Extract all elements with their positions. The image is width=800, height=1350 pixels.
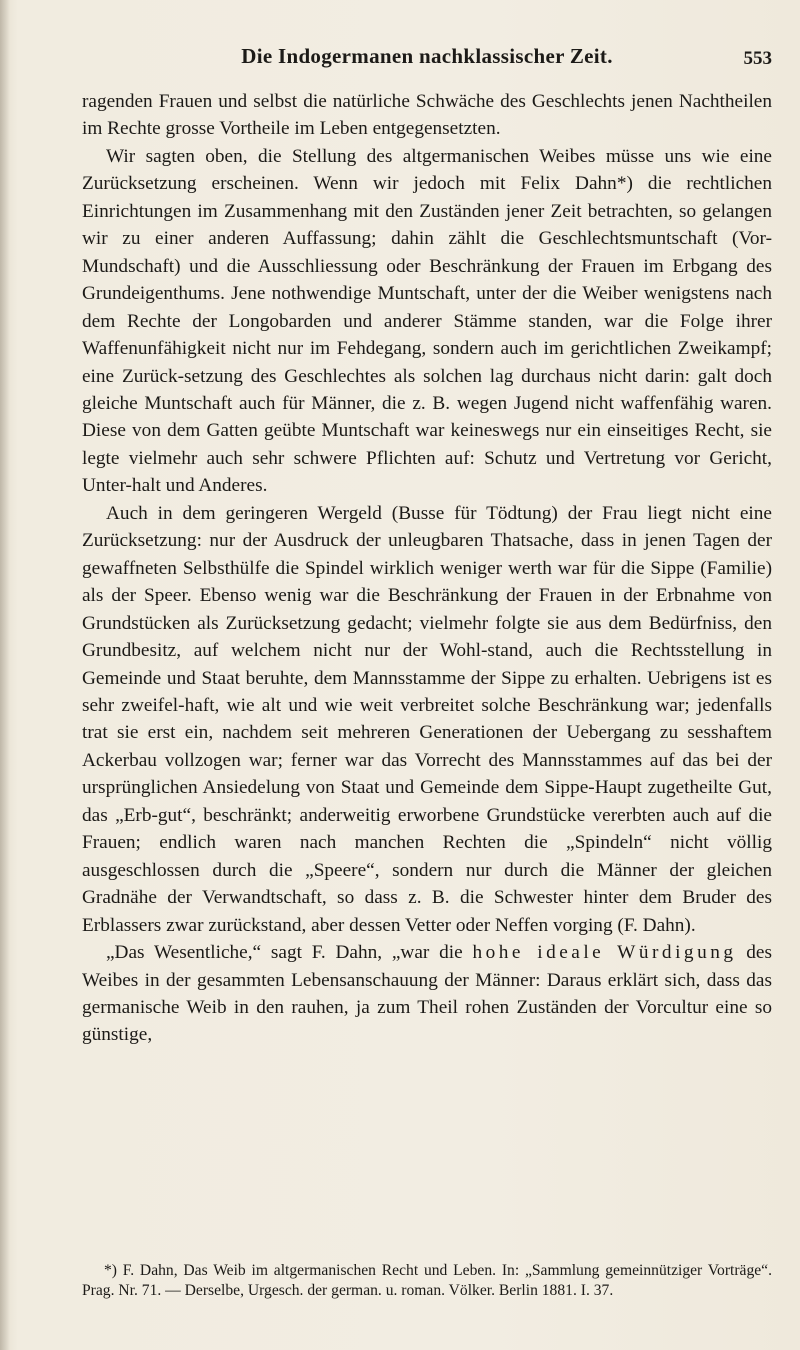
footnote (82, 1261, 772, 1300)
paragraph-3: Auch in dem geringeren Wergeld (Busse für Tödtung) der Frau liegt nicht eine Zurücksetzung: nur der Ausdruck der unleugbaren Thatsache, dass in jenen Tagen der gewaffneten Selbsthülfe die Spindel wirklich weniger werth war für die Sippe (Familie) als der Speer. Ebenso wenig war die Beschränkung der Frauen in der Erbnahme von Grundstücken als Zurücksetzung gedacht; vielmehr folgte sie aus dem Bedürfniss, den Grundbesitz, auf welchem nicht nur der Wohl-stand, auch die Rechtsstellung in Gemeinde und Staat beruhte, dem Mannsstamme der Sippe zu erhalten. Uebrigens ist es sehr zweifel-haft, wie alt und wie weit verbreitet solche Beschränkung war; jedenfalls trat sie erst ein, nachdem seit mehreren Generationen der Uebergang zu sesshaftem Ackerbau vollzogen war; ferner war das Vorrecht des Mannsstammes auf das bei der ursprünglichen Ansiedelung von Staat und Gemeinde dem Sippe-Haupt zugetheilte Gut, das „Erb-gut“, beschränkt; anderweitig erworbene Grundstücke vererbten auch auf die Frauen; endlich waren nach manchen Rechten die „Spindeln“ nicht völlig ausgeschlossen durch die „Speere“, sondern nur durch die Männer der gleichen Gradnähe der Verwandtschaft, so dass z. B. die Schwester hinter dem Bruder des Erblassers zwar zurückstand, aber dessen Vetter oder Neffen vorging (F. Dahn). (82, 502, 772, 936)
body-text (82, 88, 772, 1049)
paragraph-2: Wir sagten oben, die Stellung des altgermanischen Weibes müsse uns wie eine Zurücksetzung erscheinen. Wenn wir jedoch mit Felix Dahn*) die rechtlichen Einrichtungen im Zusammenhang mit den Zuständen jener Zeit betrachten, so gelangen wir zu einer anderen Auffassung; dahin zählt die Geschlechtsmuntschaft (Vor-Mundschaft) und die Ausschliessung oder Beschränkung der Frauen im Erbgang des Grundeigenthums. Jene nothwendige Muntschaft, unter der die Weiber wenigstens nach dem Rechte der Longobarden und anderer Stämme standen, war die Folge ihrer Waffenunfähigkeit nicht nur im Fehdegang, sondern auch im gerichtlichen Zweikampf; eine Zurück-setzung des Geschlechtes als solchen lag durchaus nicht darin: galt doch gleiche Muntschaft auch für Männer, die z. B. wegen Jugend nicht waffenfähig waren. Diese von dem Gatten geübte Muntschaft war keineswegs nur ein einseitiges Recht, sie legte vielmehr auch sehr schwere Pflichten auf: Schutz und Vertretung vor Gericht, Unter-halt und Anderes. (82, 145, 772, 497)
paragraph-4 (82, 939, 772, 1049)
paragraph-4-end: des Weibes in der gesammten Lebensanschauung der Männer: Daraus erklärt sich, dass das germanische Weib in den rauhen, ja zum Theil rohen Zuständen der Vorcultur eine so günstige, (82, 942, 772, 1046)
emphasized-phrase: hohe ideale Würdigung (472, 942, 737, 964)
running-header (82, 44, 772, 74)
footnote-text: *) F. Dahn, Das Weib im altgermanischen Recht und Leben. In: „Sammlung gemeinnütziger Vorträge“. Prag. Nr. 71. — Derselbe, Urgesch. der german. u. roman. Völker. Berlin 1881. I. 37. (82, 1262, 772, 1299)
running-title: Die Indogermanen nachklassischer Zeit. (241, 44, 613, 68)
binding-shadow (0, 0, 10, 1350)
paragraph-4-start: „Das Wesentliche,“ sagt F. Dahn, „war die (106, 942, 463, 964)
paragraph-1: ragenden Frauen und selbst die natürliche Schwäche des Geschlechts jenen Nachtheilen im Rechte grosse Vortheile im Leben entgegensetzten. (82, 91, 772, 140)
page-number: 553 (743, 48, 772, 69)
